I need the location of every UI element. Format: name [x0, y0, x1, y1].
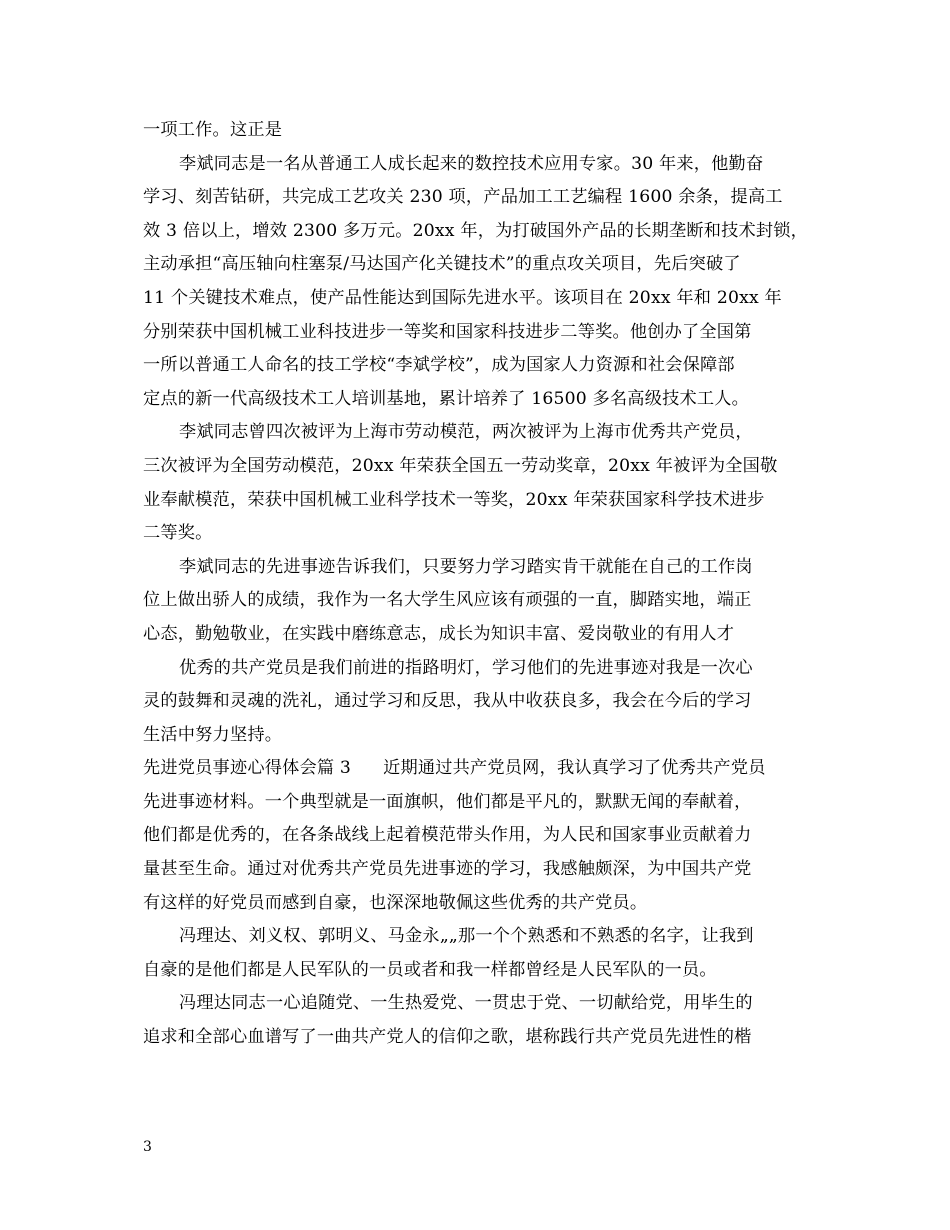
- text-line-content: 学习、刻苦钻研，共完成工艺攻关 230 项，产品加工工艺编程 1600 余条，提高工: [143, 187, 783, 208]
- text-line: [143, 685, 811, 719]
- text-line: [143, 416, 811, 450]
- text-line: [143, 316, 811, 350]
- text-line-content: 生活中努力坚持。: [143, 724, 283, 745]
- text-line-content: 主动承担“高压轴向柱塞泵/马达国产化关键技术”的重点攻关项目，先后突破了: [143, 254, 741, 275]
- text-line: [143, 987, 811, 1021]
- text-line-content: 一所以普通工人命名的技工学校“李斌学校”，成为国家人力资源和社会保障部: [143, 355, 735, 376]
- text-line: [143, 450, 811, 484]
- text-line-content: 心态，勤勉敬业，在实践中磨练意志，成长为知识丰富、爱岗敬业的有用人才: [143, 623, 735, 644]
- text-line: [143, 584, 811, 618]
- text-line-content: 冯理达同志一心追随党、一生热爱党、一贯忠于党、一切献给党，用毕生的: [179, 993, 753, 1014]
- text-line: [143, 148, 811, 182]
- text-line: [143, 819, 811, 853]
- text-line-continuation: 近期通过共产党员网，我认真学习了优秀共产党员: [383, 758, 766, 779]
- text-line: [143, 349, 811, 383]
- text-line-content: 量甚至生命。通过对优秀共产党员先进事迹的学习，我感触颇深，为中国共产党: [143, 859, 752, 880]
- text-line-content: 李斌同志曾四次被评为上海市劳动模范，两次被评为上海市优秀共产党员，: [179, 422, 753, 443]
- text-line: [143, 719, 811, 753]
- text-line: [143, 383, 811, 417]
- text-line-content: 灵的鼓舞和灵魂的洗礼，通过学习和反思，我从中收获良多，我会在今后的学习: [143, 691, 752, 712]
- text-line-content: 分别荣获中国机械工业科技进步一等奖和国家科技进步二等奖。他创办了全国第: [143, 321, 752, 342]
- text-line: [143, 887, 811, 921]
- text-line-content: 三次被评为全国劳动模范，20xx 年荣获全国五一劳动奖章，20xx 年被评为全国敬: [143, 455, 778, 476]
- text-line: [143, 618, 811, 652]
- text-line-content: 定点的新一代高级技术工人培训基地，累计培养了 16500 多名高级技术工人。: [143, 388, 750, 409]
- body-text: [143, 114, 811, 1055]
- text-line-content: 优秀的共产党员是我们前进的指路明灯，学习他们的先进事迹对我是一次心: [179, 657, 753, 678]
- text-line-content: 自豪的是他们都是人民军队的一员或者和我一样都曾经是人民军队的一员。: [143, 959, 717, 980]
- text-line-content: 一项工作。这正是: [143, 120, 283, 140]
- text-line-content: 有这样的好党员而感到自豪，也深深地敬佩这些优秀的共产党员。: [143, 892, 648, 913]
- text-line-content: 他们都是优秀的，在各条战线上起着模范带头作用，为人民和国家事业贡献着力: [143, 825, 752, 846]
- text-line: [143, 652, 811, 686]
- text-line: [143, 752, 811, 786]
- text-line: [143, 920, 811, 954]
- text-line: [143, 853, 811, 887]
- text-line: [143, 181, 811, 215]
- text-line-content: 冯理达、刘义权、郭明义、马金永„„那一个个熟悉和不熟悉的名字，让我到: [179, 926, 754, 947]
- text-line: [143, 114, 811, 148]
- text-line-content: 效 3 倍以上，增效 2300 多万元。20xx 年，为打破国外产品的长期垄断和技术封锁，: [143, 220, 809, 241]
- text-line-content: 11 个关键技术难点，使产品性能达到国际先进水平。该项目在 20xx 年和 20xx 年: [143, 287, 782, 308]
- text-line-content: 二等奖。: [143, 523, 213, 544]
- text-line: [143, 551, 811, 585]
- text-line: [143, 954, 811, 988]
- text-line: [143, 1021, 811, 1055]
- text-line-content: 李斌同志的先进事迹告诉我们，只要努力学习踏实肯干就能在自己的工作岗: [179, 556, 753, 577]
- text-line-content: 业奉献模范，荣获中国机械工业科学技术一等奖，20xx 年荣获国家科学技术进步: [143, 489, 765, 510]
- text-line: [143, 786, 811, 820]
- text-line: [143, 215, 811, 249]
- text-line-content: 先进事迹材料。一个典型就是一面旗帜，他们都是平凡的，默默无闻的奉献着，: [143, 791, 752, 812]
- text-line-content: 追求和全部心血谱写了一曲共产党人的信仰之歌，堪称践行共产党员先进性的楷: [143, 1027, 752, 1048]
- text-line: [143, 517, 811, 551]
- text-line: [143, 484, 811, 518]
- page-number: 3: [143, 1139, 152, 1155]
- text-line-content: 李斌同志是一名从普通工人成长起来的数控技术应用专家。30 年来，他勤奋: [179, 153, 764, 174]
- text-line: [143, 282, 811, 316]
- text-line-content: 先进党员事迹心得体会篇 3: [143, 758, 352, 779]
- text-line-content: 位上做出骄人的成绩，我作为一名大学生风应该有顽强的一直，脚踏实地，端正: [143, 590, 752, 611]
- text-line: [143, 248, 811, 282]
